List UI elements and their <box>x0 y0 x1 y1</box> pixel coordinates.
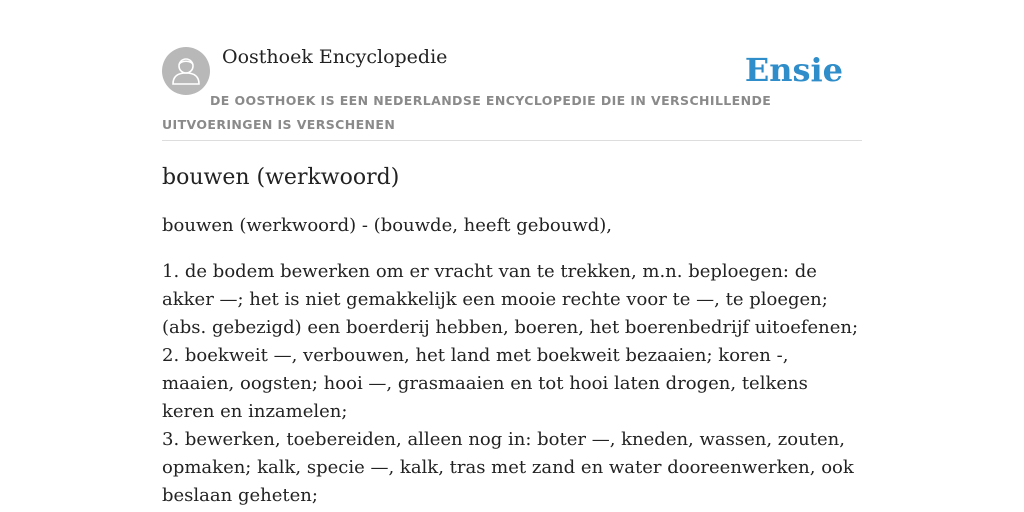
source-tagline: DE OOSTHOEK IS EEN NEDERLANDSE ENCYCLOPEDIE DIE IN VERSCHILLENDE UITVOERINGEN IS VERSCHENEN <box>162 93 772 132</box>
user-silhouette-icon <box>162 47 210 95</box>
page-title: bouwen (werkwoord) <box>162 165 400 190</box>
definition-sense-1: 1. de bodem bewerken om er vracht van te trekken, m.n. beploegen: de akker —; het is niet gemakkelijk een mooie rechte voor te —, te ploegen; (abs. gebezigd) een boerderij hebben, boeren, het boerenbedrijf uitoefenen; <box>162 261 859 338</box>
definition-sense-2: 2. boekweit —, verbouwen, het land met boekweit bezaaien; koren -, maaien, oogsten; hooi —, grasmaaien en tot hooi laten drogen, telkens keren en inzamelen; <box>162 345 808 422</box>
source-name-link[interactable]: Oosthoek Encyclopedie <box>222 46 448 68</box>
source-avatar[interactable] <box>162 47 210 95</box>
definition-senses <box>162 258 862 510</box>
article <box>162 160 862 510</box>
definition-lead: bouwen (werkwoord) - (bouwde, heeft gebouwd), <box>162 215 612 236</box>
ensie-logo[interactable]: Ensie <box>744 51 843 89</box>
source-header <box>162 44 862 141</box>
definition-sense-3: 3. bewerken, toebereiden, alleen nog in: boter —, kneden, wassen, zouten, opmaken; kalk, specie —, kalk, tras met zand en water dooreenwerken, ook beslaan geheten; <box>162 429 854 506</box>
